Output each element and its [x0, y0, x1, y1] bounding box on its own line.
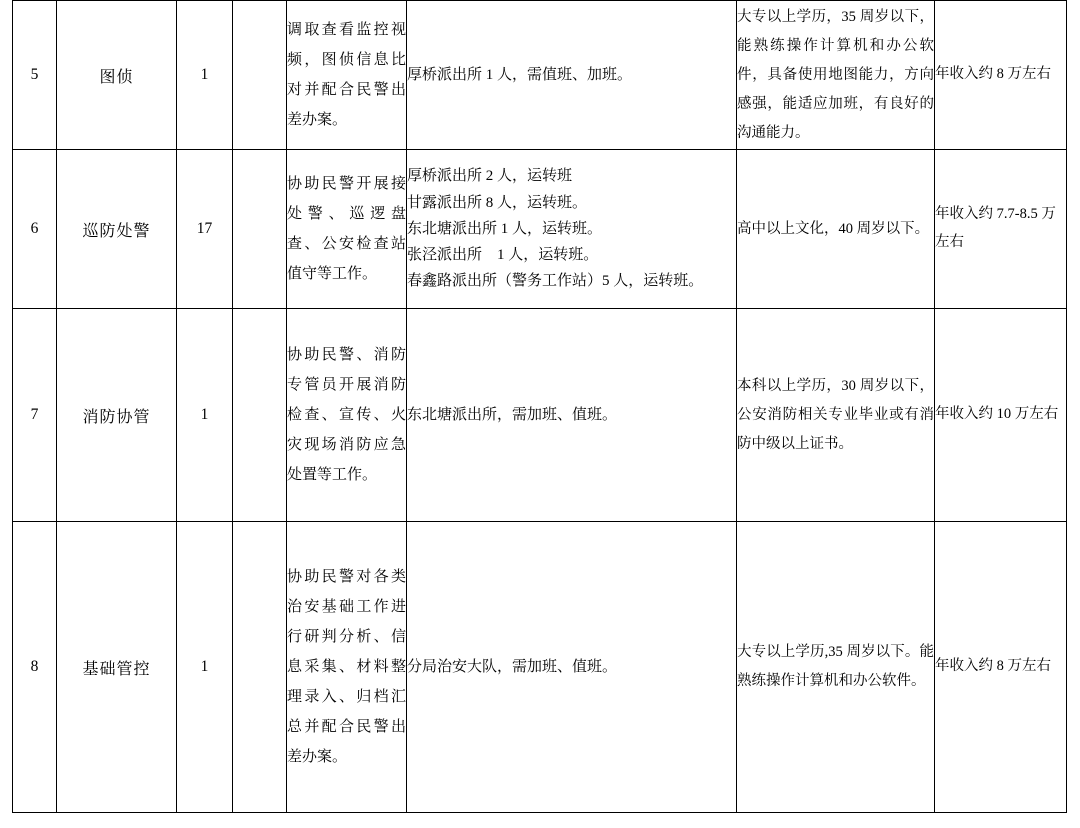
row-blank-cell [233, 150, 287, 309]
table-row [13, 309, 1067, 522]
row-blank-cell [233, 522, 287, 813]
row-duty: 协助民警、消防专管员开展消防检查、宣传、火灾现场消防应急处置等工作。 [287, 309, 407, 522]
row-requirement: 本科以上学历，30 周岁以下，公安消防相关专业毕业或有消防中级以上证书。 [737, 309, 935, 522]
row-post-name: 图侦 [57, 1, 177, 150]
row-workplace [407, 150, 737, 309]
row-requirement: 高中以上文化，40 周岁以下。 [737, 150, 935, 309]
row-requirement: 大专以上学历,35 周岁以下。能熟练操作计算机和办公软件。 [737, 522, 935, 813]
row-salary: 年收入约 7.7-8.5 万左右 [935, 150, 1067, 309]
row-requirement: 大专以上学历，35 周岁以下，能熟练操作计算机和办公软件，具备使用地图能力，方向感强，能适应加班，有良好的沟通能力。 [737, 1, 935, 150]
recruitment-table [12, 0, 1067, 813]
row-index: 6 [13, 150, 57, 309]
row-blank-cell [233, 309, 287, 522]
workplace-line: 春鑫路派出所（警务工作站）5 人，运转班。 [407, 273, 704, 290]
row-duty: 协助民警对各类治安基础工作进行研判分析、信息采集、材料整理录入、归档汇总并配合民警出差办案。 [287, 522, 407, 813]
row-salary: 年收入约 8 万左右 [935, 1, 1067, 150]
row-workplace [407, 1, 737, 150]
row-post-name: 消防协管 [57, 309, 177, 522]
row-index: 5 [13, 1, 57, 150]
row-index: 7 [13, 309, 57, 522]
row-salary: 年收入约 10 万左右 [935, 309, 1067, 522]
row-duty: 协助民警开展接处警、巡逻盘查、公安检查站值守等工作。 [287, 150, 407, 309]
workplace-line: 分局治安大队，需加班、值班。 [407, 658, 618, 675]
workplace-line: 张泾派出所 1 人，运转班。 [407, 247, 599, 264]
table-row [13, 522, 1067, 813]
row-blank-cell [233, 1, 287, 150]
workplace-line: 东北塘派出所，需加班、值班。 [407, 406, 618, 423]
row-workplace [407, 522, 737, 813]
table-row [13, 150, 1067, 309]
row-workplace [407, 309, 737, 522]
row-headcount: 1 [177, 1, 233, 150]
workplace-line: 甘露派出所 8 人，运转班。 [407, 194, 588, 211]
row-post-name: 巡防处警 [57, 150, 177, 309]
row-headcount: 1 [177, 309, 233, 522]
row-headcount: 1 [177, 522, 233, 813]
workplace-line: 厚桥派出所 2 人，运转班 [407, 168, 573, 185]
row-duty: 调取查看监控视频，图侦信息比对并配合民警出差办案。 [287, 1, 407, 150]
workplace-line: 厚桥派出所 1 人，需值班、加班。 [407, 66, 633, 83]
row-index: 8 [13, 522, 57, 813]
table-row [13, 1, 1067, 150]
workplace-line: 东北塘派出所 1 人，运转班。 [407, 220, 603, 237]
row-headcount: 17 [177, 150, 233, 309]
row-post-name: 基础管控 [57, 522, 177, 813]
row-salary: 年收入约 8 万左右 [935, 522, 1067, 813]
